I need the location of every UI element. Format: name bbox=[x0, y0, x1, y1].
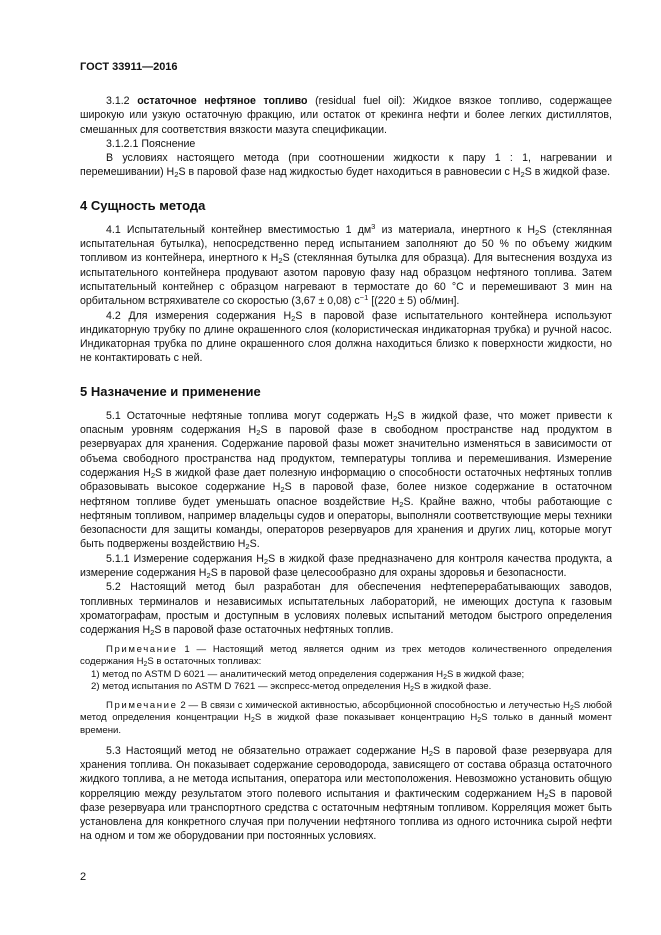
note-1-item-2: 2) метод испытания по ASTM D 7621 — экспресс-метод определения $H_2S$ в жидкой фазе. bbox=[91, 681, 492, 694]
clause-4-2: 4.2 Для измерения содержания $H_2S$ в паровой фазе испытательного контейнера используют индикаторную трубку по длине окрашенного слоя (колористическая индикаторная трубка) и ручной насос. Индикаторная трубка по длине окрашенного слоя должна находиться близко к поверхности жидкости, но не контактировать с ней. bbox=[80, 309, 612, 365]
section-4-heading: 4 Сущность метода bbox=[80, 197, 206, 213]
standard-header: ГОСТ 33911—2016 bbox=[80, 61, 178, 73]
note-1: Примечание 1 — Настоящий метод является одним из трех методов количественного определения содержания $H_2S$ в остаточных топливах: bbox=[80, 643, 612, 669]
clause-5-1: 5.1 Остаточные нефтяные топлива могут содержать $H_2S$ в жидкой фазе, что может привести к опасным уровням содержания $H_2S$ в паровой фазе в свободном пространстве над продуктом в резервуарах для хранения. Содержание паровой фазы может значительно изменяться в зависимости от объема свободного пространства над продуктом, температуры топлива и перемешивания. Измерение содержания $H_2S$ в жидкой фазе дает полезную информацию о способности остаточных нефтяных топлив образовывать высокое содержание $H_2S$ в паровой фазе, более низкое содержание в остаточном нефтяном топливе будет уменьшать опасное воздействие $H_2S$. Крайне важно, чтобы работающие с нефтяным топливом, например владельцы судов и операторы, выполняли соответствующие меры техники безопасности для защиты команды, операторов резервуаров для хранения и других лиц, которые могут быть подвержены воздействию $H_2S$. bbox=[80, 409, 613, 552]
clause-5-3: 5.3 Настоящий метод не обязательно отражает содержание $H_2S$ в паровой фазе резервуара для хранения топлива. Он показывает содержание сероводорода, зависящего от состава образца остаточного жидкого топлива, а не метода испытания, оператора или местоположения. Невозможно установить общую корреляцию между результатом этого полевого испытания и фактическим содержанием $H_2S$ в паровой фазе резервуара или транспортного средства с остаточным нефтяным топливом. Корреляция может быть установлена для конкретного случая при получении нефтяного топлива из одного источника сырой нефти на одном и том же оборудовании при постоянных условиях. bbox=[80, 744, 612, 843]
note-2: Примечание 2 — В связи с химической активностью, абсорбционной способностью и летучестью $H_2S$ любой метод определения концентрации $H_2S$ в жидкой фазе показывает концентрацию $H_2S$ только в данный момент времени. bbox=[80, 699, 612, 737]
clause-5-2: 5.2 Настоящий метод был разработан для обеспечения нефтеперерабатывающих заводов, топливных терминалов и независимых испытательных лабораторий, не имеющих доступа к газовым хроматографам, простым и доступным в условиях полевых испытаний методом быстрого определения содержания $H_2S$ в паровой фазе остаточных нефтяных топлив. bbox=[80, 581, 612, 638]
clause-5-1-1: 5.1.1 Измерение содержания $H_2S$ в жидкой фазе предназначено для контроля качества продукта, а измерение содержания $H_2S$ в паровой фазе целесообразно для охраны здоровья и безопасности. bbox=[80, 552, 613, 581]
term-title: остаточное нефтяное топливо bbox=[137, 95, 308, 107]
page-number: 2 bbox=[80, 871, 87, 883]
clause-4-1: 4.1 Испытательный контейнер вместимостью 1 $дм^3$ из материала, инертного к $H_2S$ (стеклянная испытательная бутылка), непосредственно перед испытанием заполняют до 50 % по объему жидким топливом из контейнера, инертного к $H_2S$ (стеклянная бутылка для образца). Для вытеснения воздуха из испытательного контейнера продувают азотом паровую фазу над образцом нефтяного топлива. Затем испытательный контейнер с образцом нагревают в термостате до 60 °С и перемешивают 3 мин на орбитальном встряхивателе со скоростью (3,67 ± 0,08) $с^{-1}$ [(220 ± 5) об/мин]. bbox=[80, 221, 613, 308]
clause-3-1-2-1-text: В условиях настоящего метода (при соотношении жидкости к пару 1 : 1, нагревании и перемешивании) $H_2S$ в паровой фазе над жидкостью будет находиться в равновесии с $H_2S$ в жидкой фазе. bbox=[80, 152, 612, 180]
clause-3-1-2: 3.1.2 остаточное нефтяное топливо (residual fuel oil): Жидкое вязкое топливо, содержащее широкую или узкую остаточную фракцию, или остаток от крекинга нефти и более легких дистиллятов, смешанных для соответствия вязкости мазута спецификации. bbox=[80, 95, 612, 136]
document-body bbox=[80, 94, 612, 844]
clause-3-1-2-1-title: 3.1.2.1 Пояснение bbox=[106, 137, 196, 150]
section-5-heading: 5 Назначение и применение bbox=[80, 383, 261, 399]
note-1-item-1: 1) метод по ASTM D 6021 — аналитический метод определения содержания $H_2S$ в жидкой фазе; bbox=[91, 668, 525, 681]
